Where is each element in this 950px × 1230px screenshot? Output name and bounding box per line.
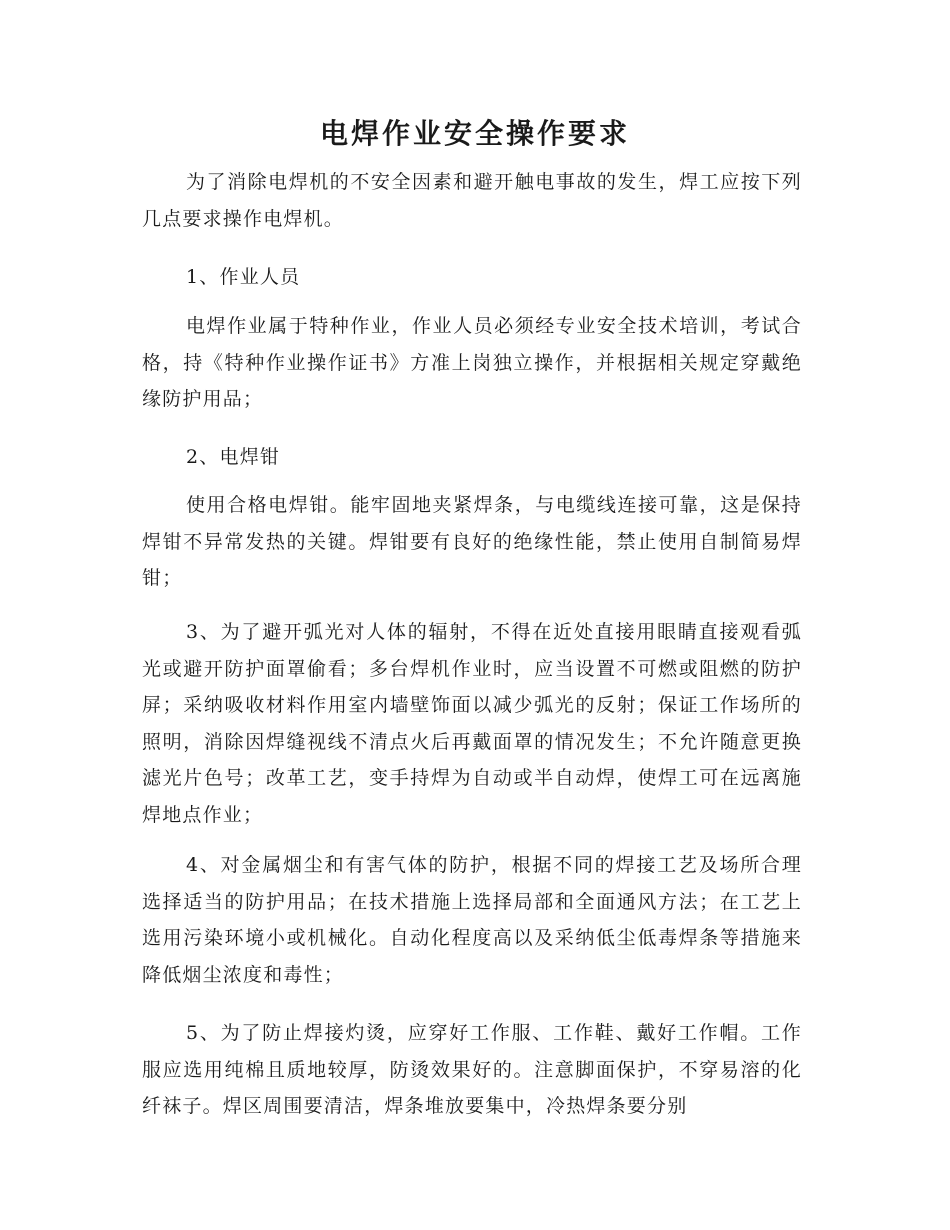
item-5-paragraph: 5、为了防止焊接灼烫，应穿好工作服、工作鞋、戴好工作帽。工作服应选用纯棉且质地较厚，防烫效果好的。注意脚面保护，不穿易溶的化纤袜子。焊区周围要清洁，焊条堆放要集中，冷热焊条要分别: [142, 1022, 802, 1117]
item-4-paragraph: 4、对金属烟尘和有害气体的防护，根据不同的焊接工艺及场所合理选择适当的防护用品；在技术措施上选择局部和全面通风方法；在工艺上选用污染环境小或机械化。自动化程度高以及采纳低尘低毒焊条等措施来降低烟尘浓度和毒性；: [142, 854, 802, 986]
section-2-paragraph: 使用合格电焊钳。能牢固地夹紧焊条，与电缆线连接可靠，这是保持焊钳不异常发热的关键。焊钳要有良好的绝缘性能，禁止使用自制简易焊钳；: [142, 494, 802, 589]
section-1-heading: 1、作业人员: [186, 266, 301, 288]
item-3-paragraph: 3、为了避开弧光对人体的辐射，不得在近处直接用眼睛直接观看弧光或避开防护面罩偷看；多台焊机作业时，应当设置不可燃或阻燃的防护屏；采纳吸收材料作用室内墙壁饰面以减少弧光的反射；保证工作场所的照明，消除因焊缝视线不清点火后再戴面罩的情况发生；不允许随意更换滤光片色号；改革工艺，变手持焊为自动或半自动焊，使焊工可在远离施焊地点作业；: [142, 621, 802, 826]
intro-paragraph: 为了消除电焊机的不安全因素和避开触电事故的发生，焊工应按下列几点要求操作电焊机。: [142, 171, 802, 230]
section-1-paragraph: 电焊作业属于特种作业，作业人员必须经专业安全技术培训，考试合格，持《特种作业操作证书》方准上岗独立操作，并根据相关规定穿戴绝缘防护用品；: [142, 315, 802, 410]
document-title: 电焊作业安全操作要求: [319, 117, 630, 150]
section-2-heading: 2、电焊钳: [186, 446, 281, 468]
